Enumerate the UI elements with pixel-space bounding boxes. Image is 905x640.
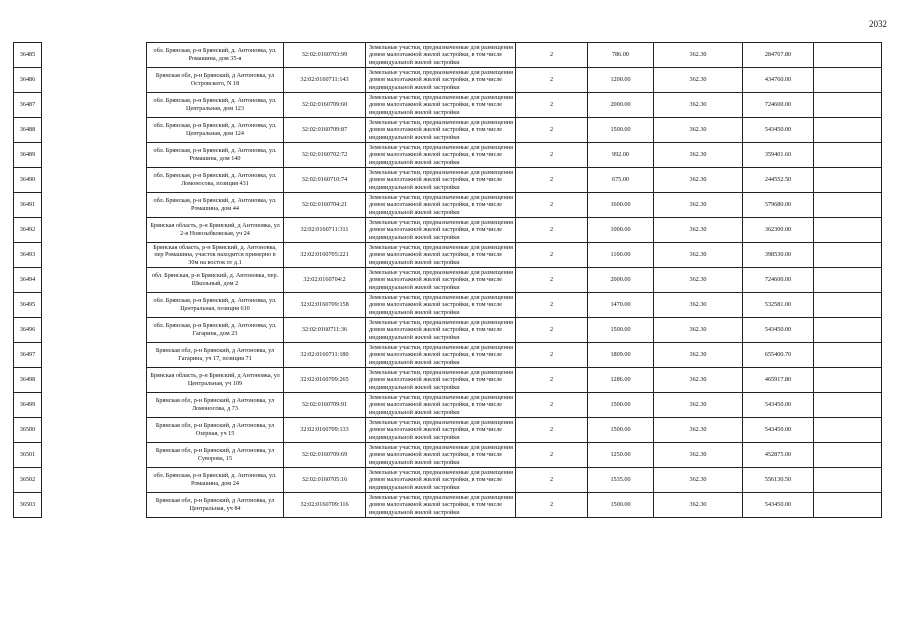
group-cell: 2 [516, 443, 588, 468]
land-use-cell: Земельные участки, предназначенные для размещения домов малоэтажной жилой застройки, в том числе индивидуальной жилой застройки [366, 368, 516, 393]
page-number: 2032 [869, 19, 887, 29]
specific-value-cell: 362.30 [654, 193, 743, 218]
spacer-cell [42, 168, 147, 193]
cadastral-number-cell: 32:02:0160711:143 [284, 68, 366, 93]
blank-cell [814, 193, 882, 218]
group-cell: 2 [516, 343, 588, 368]
blank-cell [814, 493, 882, 518]
cadastral-value-cell: 543450.00 [743, 418, 814, 443]
blank-cell [814, 43, 882, 68]
cadastral-number-cell: 32:02:0160709:87 [284, 118, 366, 143]
cadastral-number-cell: 32:02:0160711:36 [284, 318, 366, 343]
cadastral-value-cell: 434760.00 [743, 68, 814, 93]
specific-value-cell: 362.30 [654, 168, 743, 193]
land-use-cell: Земельные участки, предназначенные для размещения домов малоэтажной жилой застройки, в том числе индивидуальной жилой застройки [366, 68, 516, 93]
cadastral-number-cell: 32:02:0160704:21 [284, 193, 366, 218]
blank-cell [814, 293, 882, 318]
cadastral-number-cell: 32:02:0160711:311 [284, 218, 366, 243]
cadastral-number-cell: 32:02:0160705:16 [284, 468, 366, 493]
blank-cell [814, 468, 882, 493]
area-cell: 1000.00 [588, 218, 654, 243]
specific-value-cell: 362.30 [654, 393, 743, 418]
blank-cell [814, 143, 882, 168]
table-row [14, 118, 882, 143]
group-cell: 2 [516, 193, 588, 218]
table-row [14, 193, 882, 218]
row-number-cell: 36494 [14, 268, 42, 293]
land-use-cell: Земельные участки, предназначенные для размещения домов малоэтажной жилой застройки, в том числе индивидуальной жилой застройки [366, 93, 516, 118]
cadastral-value-cell: 244552.50 [743, 168, 814, 193]
blank-cell [814, 168, 882, 193]
spacer-cell [42, 43, 147, 68]
table-row [14, 443, 882, 468]
land-use-cell: Земельные участки, предназначенные для размещения домов малоэтажной жилой застройки, в том числе индивидуальной жилой застройки [366, 193, 516, 218]
blank-cell [814, 443, 882, 468]
table-row [14, 43, 882, 68]
cadastral-value-cell: 532581.00 [743, 293, 814, 318]
blank-cell [814, 368, 882, 393]
land-use-cell: Земельные участки, предназначенные для размещения домов малоэтажной жилой застройки, в том числе индивидуальной жилой застройки [366, 468, 516, 493]
group-cell: 2 [516, 168, 588, 193]
cadastral-number-cell: 32:02:0160703:99 [284, 43, 366, 68]
land-use-cell: Земельные участки, предназначенные для размещения домов малоэтажной жилой застройки, в том числе индивидуальной жилой застройки [366, 118, 516, 143]
spacer-cell [42, 118, 147, 143]
table-row [14, 493, 882, 518]
spacer-cell [42, 143, 147, 168]
blank-cell [814, 268, 882, 293]
cadastral-number-cell: 32:02:0160704:2 [284, 268, 366, 293]
row-number-cell: 36492 [14, 218, 42, 243]
specific-value-cell: 362.30 [654, 118, 743, 143]
specific-value-cell: 362.30 [654, 418, 743, 443]
group-cell: 2 [516, 68, 588, 93]
specific-value-cell: 362.30 [654, 368, 743, 393]
land-use-cell: Земельные участки, предназначенные для размещения домов малоэтажной жилой застройки, в том числе индивидуальной жилой застройки [366, 268, 516, 293]
blank-cell [814, 218, 882, 243]
specific-value-cell: 362.30 [654, 493, 743, 518]
blank-cell [814, 393, 882, 418]
table-row [14, 268, 882, 293]
cadastral-value-cell: 284767.80 [743, 43, 814, 68]
cadastral-number-cell: 32:02:0160709:133 [284, 418, 366, 443]
area-cell: 786.00 [588, 43, 654, 68]
spacer-cell [42, 343, 147, 368]
cadastral-value-cell: 724600.00 [743, 268, 814, 293]
row-number-cell: 36486 [14, 68, 42, 93]
address-cell: обл. Брянская, р-н Брянский, д. Антоновка, пер. Школьный, дом 2 [147, 268, 284, 293]
area-cell: 2000.00 [588, 93, 654, 118]
specific-value-cell: 362.30 [654, 468, 743, 493]
area-cell: 1470.00 [588, 293, 654, 318]
row-number-cell: 36496 [14, 318, 42, 343]
spacer-cell [42, 393, 147, 418]
row-number-cell: 36502 [14, 468, 42, 493]
area-cell: 992.00 [588, 143, 654, 168]
cadastral-value-cell: 543450.00 [743, 118, 814, 143]
table-row [14, 468, 882, 493]
specific-value-cell: 362.30 [654, 243, 743, 268]
land-use-cell: Земельные участки, предназначенные для размещения домов малоэтажной жилой застройки, в том числе индивидуальной жилой застройки [366, 243, 516, 268]
specific-value-cell: 362.30 [654, 343, 743, 368]
address-cell: обл. Брянская, р-н Брянский, д. Антоновка, ул. Ромашина, дом 24 [147, 468, 284, 493]
address-cell: Брянская обл, р-н Брянский, д Антоновка, ул Островского, N 18 [147, 68, 284, 93]
group-cell: 2 [516, 493, 588, 518]
address-cell: Брянская обл, р-н Брянский, д Антоновка, ул Ломоносова, д 73 [147, 393, 284, 418]
row-number-cell: 36490 [14, 168, 42, 193]
cadastral-value-cell: 362300.00 [743, 218, 814, 243]
table-row [14, 343, 882, 368]
address-cell: обл. Брянская, р-н Брянский, д. Антоновка, ул. Центральная, дом 124 [147, 118, 284, 143]
cadastral-value-cell: 543450.00 [743, 318, 814, 343]
spacer-cell [42, 293, 147, 318]
specific-value-cell: 362.30 [654, 318, 743, 343]
area-cell: 1286.00 [588, 368, 654, 393]
group-cell: 2 [516, 293, 588, 318]
address-cell: обл. Брянская, р-н Брянский, д. Антоновка, ул. Ромашина, дом 140 [147, 143, 284, 168]
spacer-cell [42, 368, 147, 393]
area-cell: 1809.00 [588, 343, 654, 368]
cadastral-number-cell: 32:02:0160709:60 [284, 93, 366, 118]
table-row [14, 418, 882, 443]
blank-cell [814, 343, 882, 368]
area-cell: 1500.00 [588, 418, 654, 443]
cadastral-value-table [13, 42, 882, 518]
area-cell: 1500.00 [588, 493, 654, 518]
blank-cell [814, 243, 882, 268]
specific-value-cell: 362.30 [654, 268, 743, 293]
spacer-cell [42, 243, 147, 268]
table-row [14, 68, 882, 93]
cadastral-number-cell: 32:02:0160711:180 [284, 343, 366, 368]
row-number-cell: 36495 [14, 293, 42, 318]
group-cell: 2 [516, 318, 588, 343]
group-cell: 2 [516, 368, 588, 393]
row-number-cell: 36491 [14, 193, 42, 218]
spacer-cell [42, 193, 147, 218]
cadastral-value-cell: 556130.50 [743, 468, 814, 493]
area-cell: 1200.00 [588, 68, 654, 93]
row-number-cell: 36500 [14, 418, 42, 443]
row-number-cell: 36497 [14, 343, 42, 368]
row-number-cell: 36499 [14, 393, 42, 418]
table-row [14, 368, 882, 393]
land-use-cell: Земельные участки, предназначенные для размещения домов малоэтажной жилой застройки, в том числе индивидуальной жилой застройки [366, 293, 516, 318]
row-number-cell: 36493 [14, 243, 42, 268]
specific-value-cell: 362.30 [654, 143, 743, 168]
spacer-cell [42, 318, 147, 343]
specific-value-cell: 362.30 [654, 43, 743, 68]
blank-cell [814, 118, 882, 143]
spacer-cell [42, 418, 147, 443]
blank-cell [814, 418, 882, 443]
land-use-cell: Земельные участки, предназначенные для размещения домов малоэтажной жилой застройки, в том числе индивидуальной жилой застройки [366, 218, 516, 243]
table-row [14, 243, 882, 268]
spacer-cell [42, 443, 147, 468]
table-row [14, 293, 882, 318]
blank-cell [814, 68, 882, 93]
cadastral-number-cell: 32:02:0160705:221 [284, 243, 366, 268]
address-cell: Брянская область, р-н Брянский, д. Антоновка, пер Ромашина, участок находится примерно в 30м на восток от д.1 [147, 243, 284, 268]
area-cell: 1100.00 [588, 243, 654, 268]
specific-value-cell: 362.30 [654, 218, 743, 243]
cadastral-number-cell: 32:02:0160709:158 [284, 293, 366, 318]
area-cell: 1600.00 [588, 193, 654, 218]
table-row [14, 218, 882, 243]
land-use-cell: Земельные участки, предназначенные для размещения домов малоэтажной жилой застройки, в том числе индивидуальной жилой застройки [366, 343, 516, 368]
row-number-cell: 36487 [14, 93, 42, 118]
address-cell: Брянская обл, р-н Брянский, д Антоновка, ул Гагарина, уч 17, позиция 71 [147, 343, 284, 368]
cadastral-number-cell: 32:02:0160709:91 [284, 393, 366, 418]
area-cell: 1500.00 [588, 393, 654, 418]
group-cell: 2 [516, 243, 588, 268]
cadastral-number-cell: 32:02:0160702:72 [284, 143, 366, 168]
cadastral-value-cell: 398530.00 [743, 243, 814, 268]
area-cell: 1535.00 [588, 468, 654, 493]
area-cell: 1250.00 [588, 443, 654, 468]
table-row [14, 393, 882, 418]
cadastral-number-cell: 32:02:0160709:265 [284, 368, 366, 393]
group-cell: 2 [516, 218, 588, 243]
land-use-cell: Земельные участки, предназначенные для размещения домов малоэтажной жилой застройки, в том числе индивидуальной жилой застройки [366, 418, 516, 443]
cadastral-number-cell: 32:02:0160709:116 [284, 493, 366, 518]
table-row [14, 318, 882, 343]
address-cell: обл. Брянская, р-н Брянский, д. Антоновка, ул. Ромашина, дом 44 [147, 193, 284, 218]
spacer-cell [42, 268, 147, 293]
cadastral-value-cell: 465917.80 [743, 368, 814, 393]
table-row [14, 93, 882, 118]
cadastral-value-cell: 724600.00 [743, 93, 814, 118]
address-cell: обл. Брянская, р-н Брянский, д. Антоновка, ул. Ломоносова, позиция 431 [147, 168, 284, 193]
spacer-cell [42, 218, 147, 243]
cadastral-number-cell: 32:02:0160709:69 [284, 443, 366, 468]
group-cell: 2 [516, 118, 588, 143]
address-cell: Брянская область, р-н Брянский, д Антоновка, ул Центральная, уч 109 [147, 368, 284, 393]
land-use-cell: Земельные участки, предназначенные для размещения домов малоэтажной жилой застройки, в том числе индивидуальной жилой застройки [366, 443, 516, 468]
area-cell: 1500.00 [588, 318, 654, 343]
land-use-cell: Земельные участки, предназначенные для размещения домов малоэтажной жилой застройки, в том числе индивидуальной жилой застройки [366, 43, 516, 68]
blank-cell [814, 93, 882, 118]
group-cell: 2 [516, 43, 588, 68]
table-row [14, 143, 882, 168]
specific-value-cell: 362.30 [654, 68, 743, 93]
cadastral-number-cell: 32:02:0160710:74 [284, 168, 366, 193]
group-cell: 2 [516, 393, 588, 418]
land-use-cell: Земельные участки, предназначенные для размещения домов малоэтажной жилой застройки, в том числе индивидуальной жилой застройки [366, 393, 516, 418]
specific-value-cell: 362.30 [654, 293, 743, 318]
specific-value-cell: 362.30 [654, 443, 743, 468]
address-cell: Брянская обл, р-н Брянский, д Антоновка, ул Озерная, уч 15 [147, 418, 284, 443]
area-cell: 2000.00 [588, 268, 654, 293]
cadastral-value-cell: 579680.00 [743, 193, 814, 218]
cadastral-value-cell: 655400.70 [743, 343, 814, 368]
land-use-cell: Земельные участки, предназначенные для размещения домов малоэтажной жилой застройки, в том числе индивидуальной жилой застройки [366, 493, 516, 518]
land-use-cell: Земельные участки, предназначенные для размещения домов малоэтажной жилой застройки, в том числе индивидуальной жилой застройки [366, 318, 516, 343]
area-cell: 1500.00 [588, 118, 654, 143]
specific-value-cell: 362.30 [654, 93, 743, 118]
cadastral-value-cell: 543450.00 [743, 493, 814, 518]
address-cell: обл. Брянская, р-н Брянский, д. Антоновка, ул. Центральная, позиция 610 [147, 293, 284, 318]
cadastral-value-cell: 543450.00 [743, 393, 814, 418]
address-cell: Брянская область, р-н Брянский, д Антоновка, ул 2-я Новозыбковская, уч 24 [147, 218, 284, 243]
row-number-cell: 36498 [14, 368, 42, 393]
row-number-cell: 36489 [14, 143, 42, 168]
land-use-cell: Земельные участки, предназначенные для размещения домов малоэтажной жилой застройки, в том числе индивидуальной жилой застройки [366, 168, 516, 193]
spacer-cell [42, 93, 147, 118]
address-cell: обл. Брянская, р-н Брянский, д. Антоновка, ул. Гагарина, дом 23 [147, 318, 284, 343]
group-cell: 2 [516, 268, 588, 293]
blank-cell [814, 318, 882, 343]
table-row [14, 168, 882, 193]
address-cell: обл. Брянская, р-н Брянский, д. Антоновка, ул. Ромашина, дом 35-я [147, 43, 284, 68]
area-cell: 675.00 [588, 168, 654, 193]
address-cell: Брянская обл, р-н Брянский, д Антоновка, ул Суворова, 15 [147, 443, 284, 468]
group-cell: 2 [516, 93, 588, 118]
cadastral-value-cell: 452875.00 [743, 443, 814, 468]
cadastral-value-cell: 359401.60 [743, 143, 814, 168]
row-number-cell: 36503 [14, 493, 42, 518]
row-number-cell: 36488 [14, 118, 42, 143]
group-cell: 2 [516, 468, 588, 493]
row-number-cell: 36501 [14, 443, 42, 468]
group-cell: 2 [516, 143, 588, 168]
address-cell: Брянская обл, р-н Брянский, д Антоновка, ул Центральная, уч 84 [147, 493, 284, 518]
spacer-cell [42, 68, 147, 93]
address-cell: обл. Брянская, р-н Брянский, д. Антоновка, ул. Центральная, дом 123 [147, 93, 284, 118]
row-number-cell: 36485 [14, 43, 42, 68]
spacer-cell [42, 468, 147, 493]
spacer-cell [42, 493, 147, 518]
land-use-cell: Земельные участки, предназначенные для размещения домов малоэтажной жилой застройки, в том числе индивидуальной жилой застройки [366, 143, 516, 168]
group-cell: 2 [516, 418, 588, 443]
